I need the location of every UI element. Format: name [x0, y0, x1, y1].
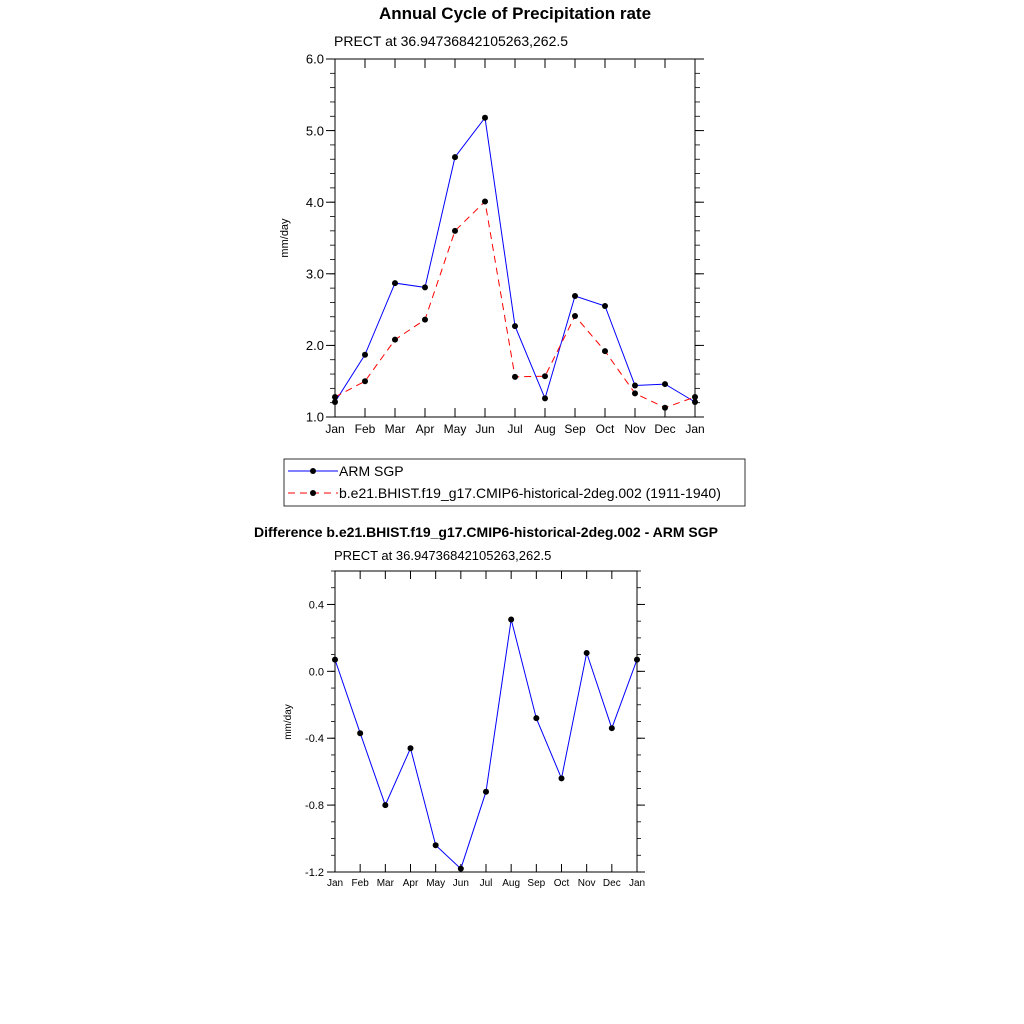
chart2-x-tick-label-5: Jun	[452, 878, 469, 889]
chart1-series-2-point-5	[482, 198, 488, 204]
chart2-series-1-point-11	[609, 725, 615, 731]
chart2-x-tick-label-6: Jul	[479, 878, 493, 889]
chart2-y-tick-label-0-8: -0.8	[305, 800, 324, 813]
chart1-x-tick-label-2: Mar	[384, 422, 406, 436]
chart2-series-1-point-6	[483, 789, 489, 795]
chart1-x-tick-label-5: Jun	[475, 422, 495, 436]
chart2-series-1-point-2	[382, 802, 388, 808]
chart1-series-2-point-10	[632, 390, 638, 396]
chart2-series-1-point-3	[408, 745, 414, 751]
chart1-series	[332, 115, 698, 411]
chart1-series-1-point-5	[482, 115, 488, 121]
chart2-x-tick-label-2: Mar	[376, 878, 394, 889]
chart1-x-tick-label-11: Dec	[654, 422, 676, 436]
chart2-x-tick-label-0: Jan	[326, 878, 344, 889]
legend-entry-model	[288, 485, 721, 501]
chart1-y-tick-label-6-0: 6.0	[305, 51, 324, 67]
chart1-x-tick-label-6: Jul	[507, 422, 523, 436]
chart1-series-2-point-1	[362, 378, 368, 384]
chart2-x-tick-label-7: Aug	[502, 878, 521, 889]
chart2-x-tick-label-8: Sep	[527, 878, 546, 889]
chart2-subtitle: PRECT at 36.94736842105263,262.5	[334, 548, 552, 563]
chart2-title: Difference b.e21.BHIST.f19_g17.CMIP6-historical-2deg.002 - ARM SGP	[254, 524, 718, 540]
legend-label-arm-sgp: ARM SGP	[339, 463, 404, 479]
chart1-series-2-point-4	[452, 228, 458, 234]
chart1-y-tick-label-3-0: 3.0	[305, 266, 324, 282]
chart2-x-tick-label-11: Dec	[602, 878, 621, 889]
chart1-x-tick-label-9: Oct	[595, 422, 615, 436]
chart1-series-1-point-2	[392, 280, 398, 286]
chart1-series-1-point-4	[452, 154, 458, 160]
chart1-series-1-point-10	[632, 382, 638, 388]
chart2-x-tick-label-4: May	[426, 878, 446, 889]
chart2-series-1-point-7	[508, 616, 514, 622]
chart1-series-line-1	[335, 118, 695, 402]
chart2-x-tick-labels	[327, 878, 645, 889]
chart2-x-tick-label-10: Nov	[577, 878, 596, 889]
chart2-plot-frame	[335, 571, 637, 872]
chart2-y-tick-label-1-2: -1.2	[305, 866, 324, 879]
chart2-y-tick-label-0-4: -0.4	[305, 733, 324, 746]
chart1-legend	[284, 459, 745, 506]
chart1-y-tick-label-5-0: 5.0	[305, 123, 324, 139]
chart1-x-tick-label-12: Jan	[685, 422, 705, 436]
chart1-y-tick-label-1-0: 1.0	[305, 409, 324, 425]
chart2-x-tick-label-3: Apr	[402, 878, 419, 889]
chart1-y-tick-labels	[306, 52, 324, 425]
chart2-series-1-point-8	[533, 715, 539, 721]
chart1-y-tick-label-4-0: 4.0	[305, 194, 324, 210]
chart1-x-tick-label-8: Sep	[564, 422, 586, 436]
chart1-series-2-point-11	[662, 405, 668, 411]
chart1-x-tick-labels	[325, 422, 704, 436]
chart2-x-tick-label-12: Jan	[628, 878, 646, 889]
chart1-x-tick-label-4: May	[443, 422, 467, 436]
chart1-series-1-point-11	[662, 381, 668, 387]
chart1-series-2-point-8	[572, 313, 578, 319]
chart2-ylabel: mm/day	[283, 704, 294, 740]
chart2-series-1-point-9	[559, 775, 565, 781]
chart2-series-1-point-4	[433, 842, 439, 848]
chart1-series-1-point-3	[422, 284, 428, 290]
chart1-series-2-point-2	[392, 337, 398, 343]
chart1-x-tick-label-3: Apr	[415, 422, 435, 436]
chart1-x-tick-label-7: Aug	[534, 422, 556, 436]
legend-marker-arm-sgp	[310, 468, 316, 474]
chart2-series-1-point-5	[458, 866, 464, 872]
chart1-series-2-point-6	[512, 374, 518, 380]
chart1-y-tick-label-2-0: 2.0	[305, 338, 324, 354]
chart1-series-1-point-1	[362, 352, 368, 358]
precip-annual-cycle-chart	[279, 4, 745, 506]
chart1-series-2-point-3	[422, 317, 428, 323]
chart1-x-tick-label-10: Nov	[624, 422, 646, 436]
chart2-y-tick-labels	[305, 599, 324, 879]
chart1-series-1-point-6	[512, 323, 518, 329]
chart1-series-1-point-8	[572, 293, 578, 299]
chart2-series-1-point-1	[357, 730, 363, 736]
precip-difference-chart	[254, 524, 718, 889]
chart1-title: Annual Cycle of Precipitation rate	[378, 4, 652, 23]
chart1-ticks	[326, 59, 704, 417]
chart2-ticks	[327, 571, 645, 872]
chart1-series-2-point-7	[542, 373, 548, 379]
chart1-x-tick-label-1: Feb	[354, 422, 376, 436]
chart1-series-2-point-9	[602, 348, 608, 354]
chart2-y-tick-label-0-4: 0.4	[308, 599, 324, 612]
chart2-series-line-1	[335, 620, 637, 869]
legend-label-model: b.e21.BHIST.f19_g17.CMIP6-historical-2deg.002 (1911-1940)	[339, 485, 721, 501]
chart1-x-tick-label-0: Jan	[325, 422, 345, 436]
chart1-ylabel: mm/day	[279, 218, 291, 258]
chart2-x-tick-label-1: Feb	[351, 878, 369, 889]
chart1-series-1-point-7	[542, 395, 548, 401]
chart1-subtitle: PRECT at 36.94736842105263,262.5	[334, 33, 569, 49]
chart1-plot-frame	[335, 59, 695, 417]
chart2-x-tick-label-9: Oct	[553, 878, 570, 889]
legend-entry-arm-sgp	[288, 463, 404, 479]
chart2-series-1-point-10	[584, 650, 590, 656]
legend-marker-model	[310, 490, 316, 496]
chart2-series	[332, 616, 640, 871]
chart1-series-1-point-9	[602, 303, 608, 309]
chart2-y-tick-label-0-0: 0.0	[308, 666, 324, 679]
